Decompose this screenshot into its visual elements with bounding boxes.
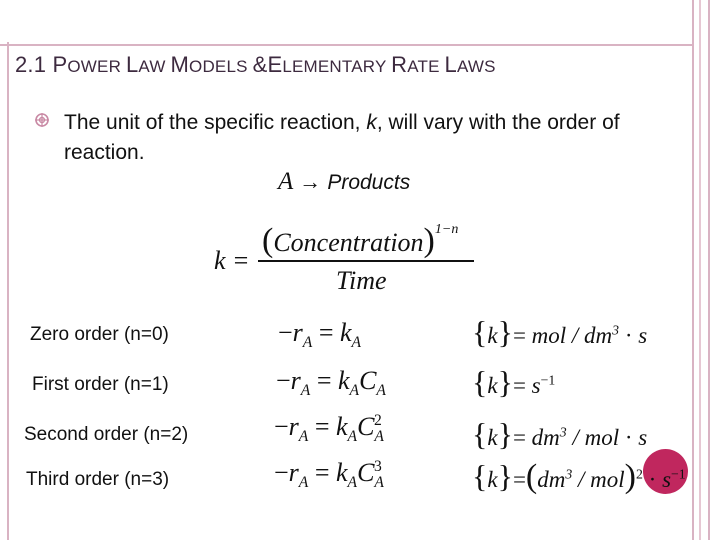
- rate-law-second: $-r_A = k_AC_A^2$: [274, 412, 384, 446]
- slide-title: 2.1 POWER LAW MODELS &ELEMENTARY RATE LAWS: [15, 52, 496, 77]
- rate-law-first: $-r_A = k_AC_A$: [276, 366, 386, 400]
- units-first: $\{k\}= s^{-1}$: [472, 364, 556, 400]
- border-line: [692, 0, 694, 540]
- border-line: [708, 0, 710, 540]
- order-label-zero: Zero order (n=0): [30, 324, 169, 345]
- border-line: [7, 42, 9, 540]
- border-line: [699, 0, 701, 540]
- k-formula-numerator: (Concentration)$^{1-n}$: [262, 222, 459, 259]
- rate-law-zero: $-r_A = k_A$: [278, 318, 362, 352]
- bullet-text: The unit of the specific reaction, k, will vary with the order of reaction.: [64, 111, 620, 164]
- fraction-bar: [258, 260, 474, 262]
- reaction-equation: A → Products: [278, 168, 411, 195]
- units-third: $\{k\}=(dm^3 / mol)^2 \cdot s^{-1}$: [472, 458, 686, 495]
- order-label-second: Second order (n=2): [24, 424, 189, 445]
- order-label-third: Third order (n=3): [26, 469, 170, 490]
- title-divider: [0, 44, 692, 46]
- k-formula-denominator: Time: [336, 266, 387, 295]
- k-formula-lhs: k =: [214, 246, 250, 275]
- order-label-first: First order (n=1): [32, 374, 169, 395]
- rose-bullet-icon: [34, 112, 50, 128]
- units-second: $\{k\}= dm^3$ / mol · s: [472, 416, 648, 452]
- rate-law-third: $-r_A = k_AC_A^3$: [274, 458, 384, 492]
- units-zero: {k}= mol / $dm^3 \cdot s$: [472, 314, 648, 350]
